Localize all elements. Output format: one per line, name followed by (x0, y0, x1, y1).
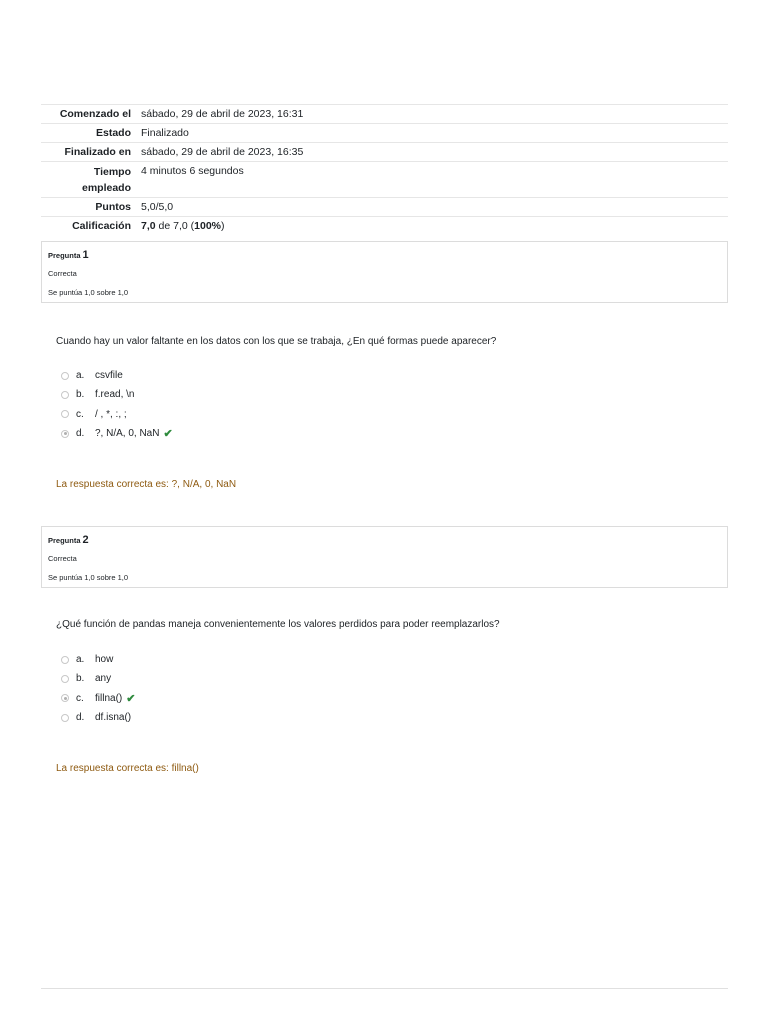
correct-answer-feedback: La respuesta correcta es: fillna() (56, 763, 199, 774)
question-info-2 (41, 526, 728, 588)
grade-of-text: de 7,0 ( (155, 220, 195, 232)
radio-button[interactable] (61, 675, 69, 683)
summary-row-started (41, 105, 728, 124)
radio-button-checked[interactable] (61, 430, 69, 438)
answer-text: f.read, \n (95, 389, 135, 401)
summary-value (141, 219, 728, 234)
answer-letter: d. (76, 428, 85, 440)
answer-option[interactable] (61, 708, 135, 727)
answer-letter: c. (76, 408, 84, 420)
check-icon: ✔ (163, 428, 173, 441)
radio-button[interactable] (61, 714, 69, 722)
answer-text: any (95, 673, 112, 685)
summary-label-line: Tiempo (93, 166, 131, 178)
answer-option-selected[interactable] (61, 424, 173, 443)
answer-letter: a. (76, 654, 85, 666)
answer-option[interactable] (61, 405, 173, 424)
summary-label-line: empleado (81, 182, 131, 194)
answer-list (61, 366, 173, 443)
answer-text: df.isna() (95, 712, 132, 724)
question-number (48, 249, 89, 261)
answer-letter: c. (76, 692, 84, 704)
grade-close: ) (221, 220, 225, 232)
answer-text: / , *, :, ; (95, 408, 127, 420)
question-number (48, 534, 89, 546)
radio-button-checked[interactable] (61, 694, 69, 702)
question-state: Correcta (48, 554, 77, 563)
question-number-value: 2 (82, 534, 89, 546)
answer-letter: b. (76, 389, 85, 401)
radio-button[interactable] (61, 372, 69, 380)
question-info-1 (41, 241, 728, 303)
question-number-value: 1 (82, 249, 89, 261)
question-label: Pregunta (48, 536, 81, 545)
question-text: Cuando hay un valor faltante en los datos con los que se trabaja, ¿En qué formas puede aparecer? (56, 336, 497, 347)
summary-row-state (41, 124, 728, 143)
answer-text: fillna() (95, 692, 123, 704)
grade-percent: 100% (194, 220, 221, 232)
answer-text: ?, N/A, 0, NaN (95, 428, 160, 440)
summary-value: 4 minutos 6 segundos (141, 165, 244, 177)
summary-row-points (41, 198, 728, 217)
question-state: Correcta (48, 269, 77, 278)
summary-value: sábado, 29 de abril de 2023, 16:31 (141, 108, 304, 120)
answer-option[interactable] (61, 366, 173, 385)
summary-value: 5,0/5,0 (141, 201, 174, 213)
attempt-summary-table (41, 104, 728, 235)
summary-label: Puntos (95, 201, 131, 213)
summary-value: sábado, 29 de abril de 2023, 16:35 (141, 146, 304, 158)
footer-divider (41, 988, 728, 989)
answer-letter: a. (76, 370, 85, 382)
summary-label: Calificación (72, 220, 131, 232)
answer-letter: d. (76, 712, 85, 724)
summary-value: Finalizado (141, 127, 189, 139)
radio-button[interactable] (61, 656, 69, 664)
grade-score: 7,0 (141, 220, 156, 232)
summary-label: Comenzado el (59, 108, 131, 120)
summary-row-finished (41, 143, 728, 162)
answer-option[interactable] (61, 385, 173, 404)
check-icon: ✔ (126, 692, 136, 705)
correct-answer-feedback: La respuesta correcta es: ?, N/A, 0, NaN (56, 479, 237, 490)
question-grade: Se puntúa 1,0 sobre 1,0 (48, 573, 129, 582)
summary-row-grade (41, 217, 728, 235)
answer-letter: b. (76, 673, 85, 685)
answer-option[interactable] (61, 669, 135, 688)
summary-label (41, 164, 141, 196)
answer-option[interactable] (61, 650, 135, 669)
summary-label: Estado (95, 127, 131, 139)
summary-row-time-taken (41, 162, 728, 198)
answer-text: how (95, 654, 114, 666)
answer-list (61, 650, 135, 727)
answer-option-selected[interactable] (61, 689, 135, 708)
answer-text: csvfile (95, 370, 123, 382)
question-label: Pregunta (48, 251, 81, 260)
summary-label: Finalizado en (64, 146, 131, 158)
radio-button[interactable] (61, 410, 69, 418)
question-text: ¿Qué función de pandas maneja convenientemente los valores perdidos para poder reemplazarlos? (56, 619, 500, 630)
question-grade: Se puntúa 1,0 sobre 1,0 (48, 288, 129, 297)
radio-button[interactable] (61, 391, 69, 399)
